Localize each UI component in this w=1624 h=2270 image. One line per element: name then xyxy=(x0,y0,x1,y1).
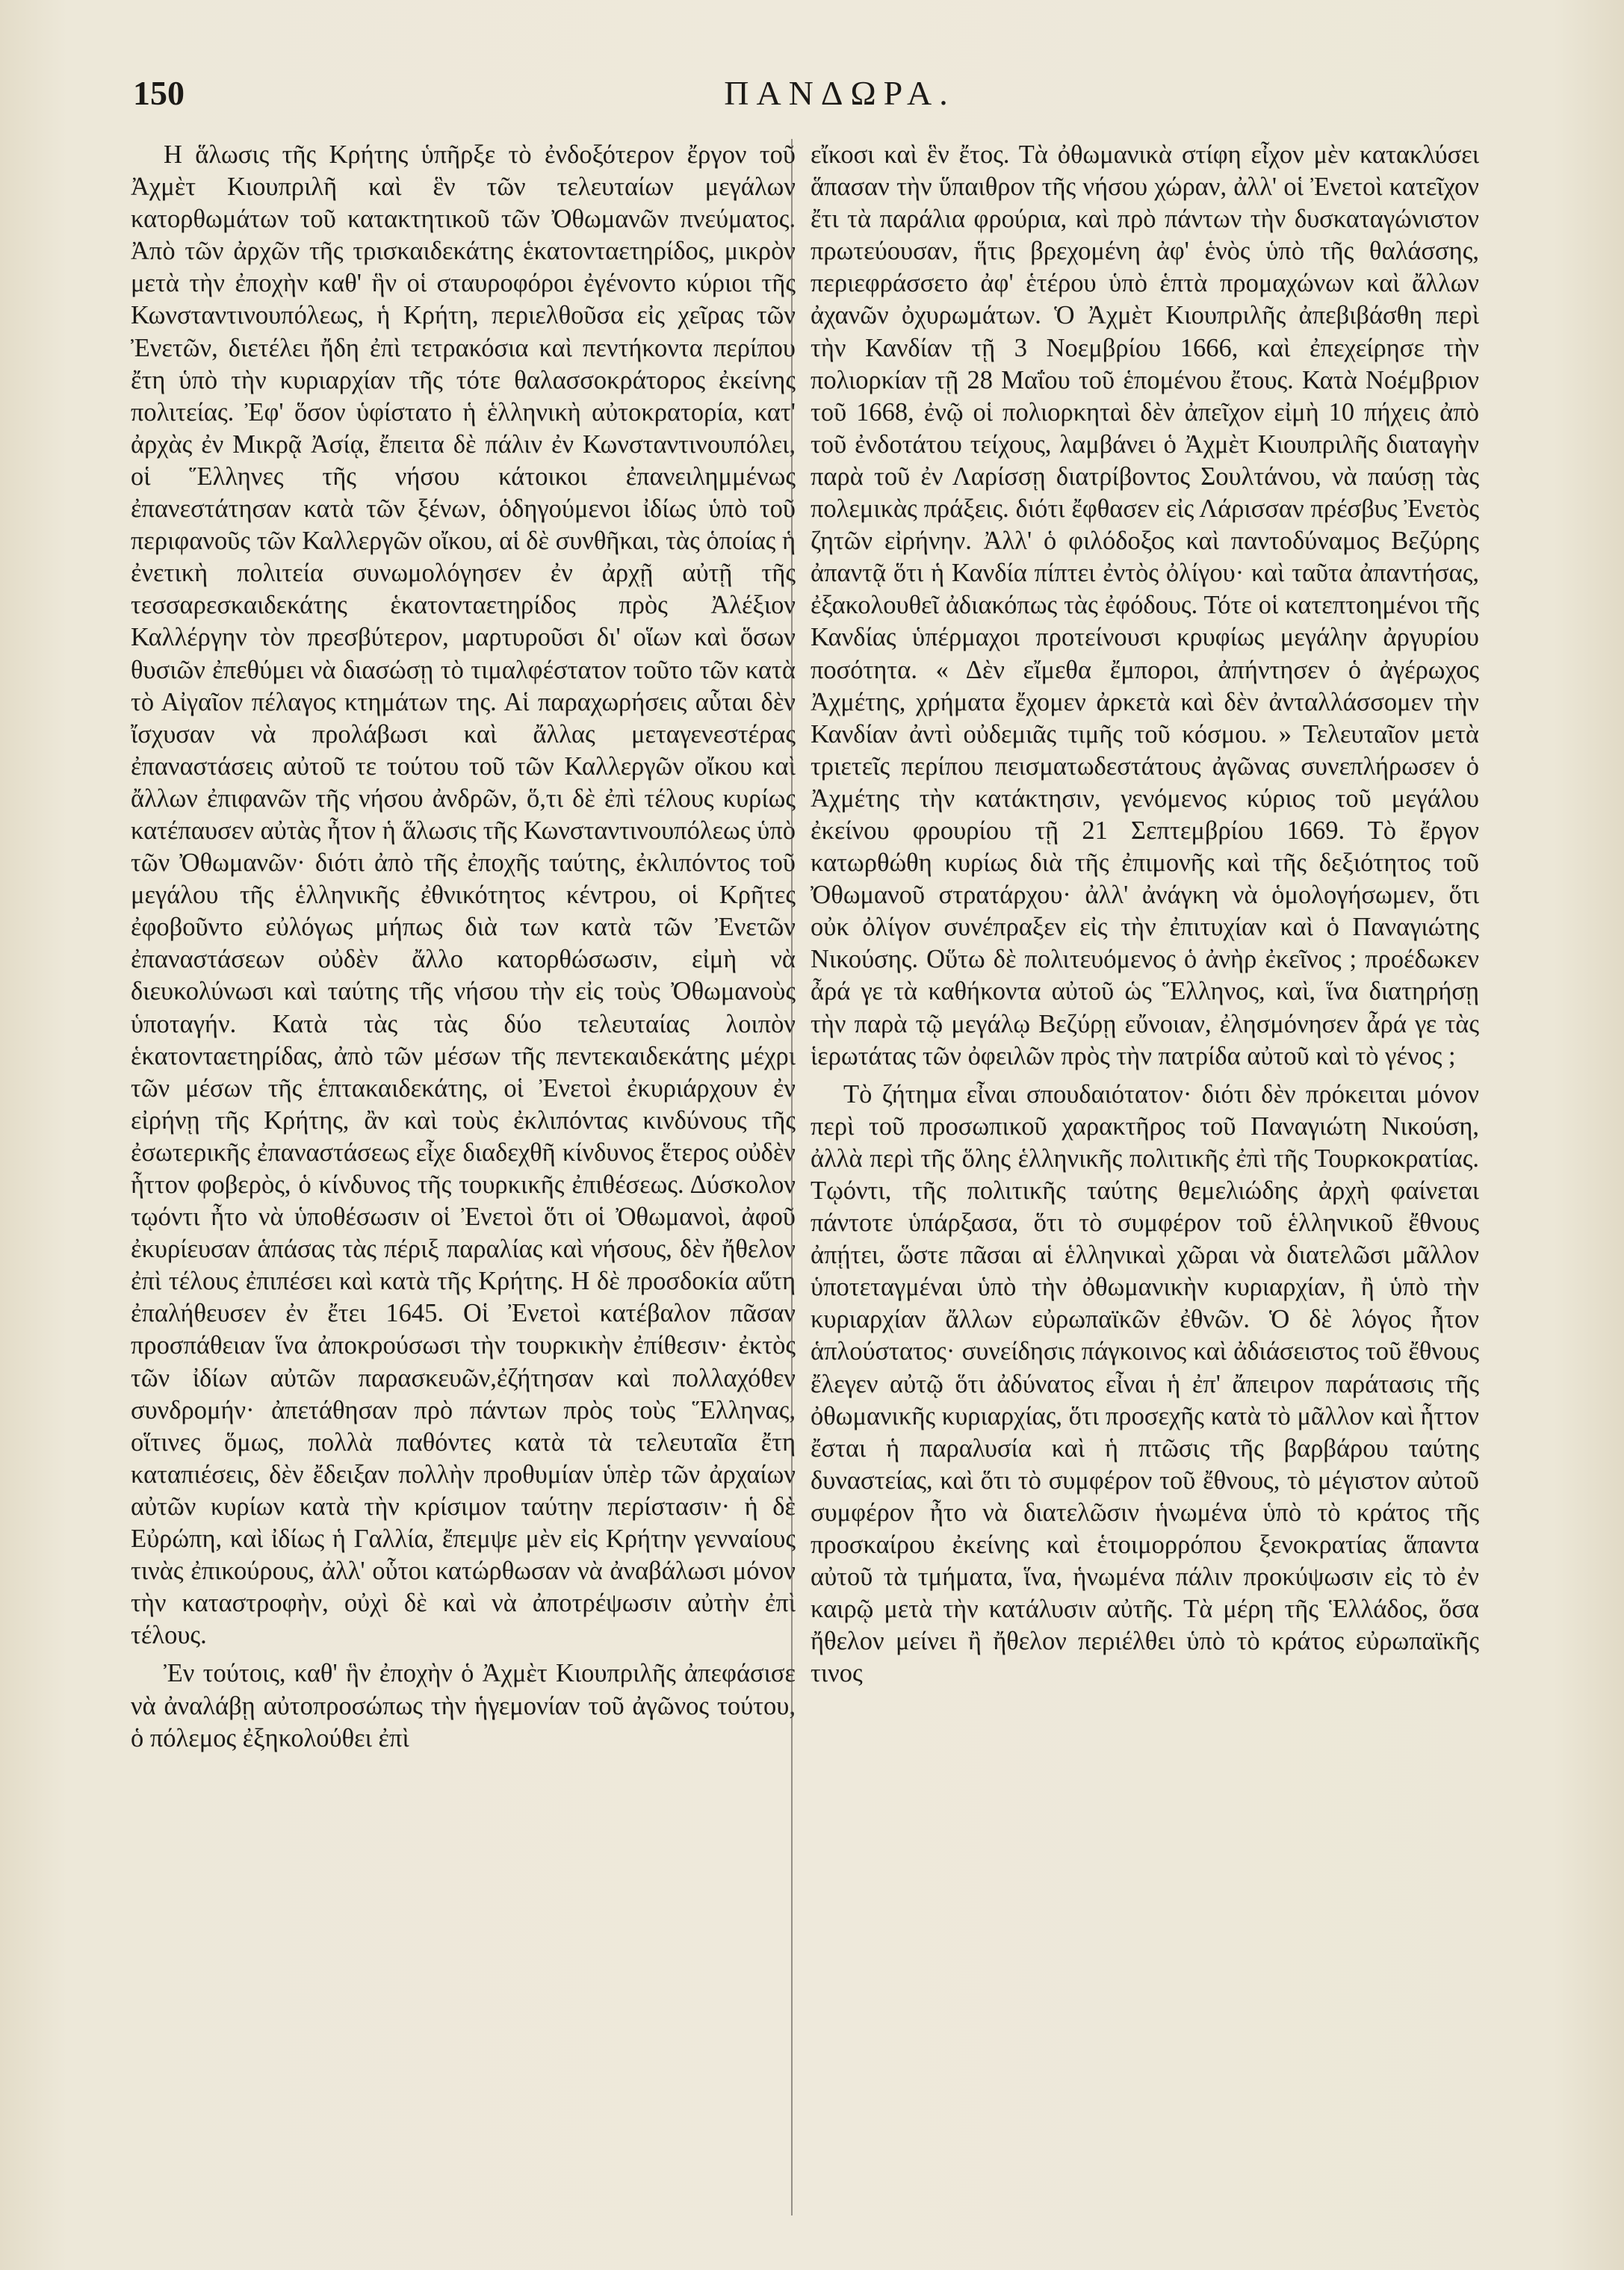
paragraph: Η ἅλωσις τῆς Κρήτης ὑπῆρξε τὸ ἐνδοξότερον ἔργον τοῦ Ἀχμὲτ Κιουπριλῆ καὶ ἓν τῶν τελευταίων μεγάλων κατορθωμάτων τοῦ κατακτητικοῦ τῶν Ὀθωμανῶν πνεύματος. Ἀπὸ τῶν ἀρχῶν τῆς τρισκαιδεκάτης ἑκατονταετηρίδος, μικρὸν μετὰ τὴν ἐποχὴν καθ' ἣν οἱ σταυροφόροι ἐγένοντο κύριοι τῆς Κωνσταντινουπόλεως, ἡ Κρήτη, περιελθοῦσα εἰς χεῖρας τῶν Ἐνετῶν, διετέλει ἤδη ἐπὶ τετρακόσια καὶ πεντήκοντα περίπου ἔτη ὑπὸ τὴν κυριαρχίαν τῆς τότε θαλασσοκράτορος ἐκείνης πολιτείας. Ἐφ' ὅσον ὑφίστατο ἡ ἑλληνικὴ αὐτοκρατορία, κατ' ἀρχὰς ἐν Μικρᾷ Ἀσίᾳ, ἔπειτα δὲ πάλιν ἐν Κωνσταντινουπόλει, οἱ Ἕλληνες τῆς νήσου κάτοικοι ἐπανειλημμένως ἐπανεστάτησαν κατὰ τῶν ξένων, ὁδηγούμενοι ἰδίως ὑπὸ τοῦ περιφανοῦς τῶν Καλλεργῶν οἴκου, αἱ δὲ συνθῆκαι, τὰς ὁποίας ἡ ἐνετικὴ πολιτεία συνωμολόγησεν ἐν ἀρχῇ αὐτῇ τῆς τεσσαρεσκαιδεκάτης ἑκατονταετηρίδος πρὸς Ἀλέξιον Καλλέργην τὸν πρεσβύτερον, μαρτυροῦσι δι' οἵων καὶ ὅσων θυσιῶν ἐπεθύμει νὰ διασώσῃ τὸ τιμαλφέστατον τοῦτο τῶν κατὰ τὸ Αἰγαῖον πέλαγος κτημάτων της. Αἱ παραχωρήσεις αὗται δὲν ἴσχυσαν νὰ προλάβωσι καὶ ἄλλας μεταγενεστέρας ἐπαναστάσεις αὐτοῦ τε τούτου τοῦ τῶν Καλλεργῶν οἴκου καὶ ἄλλων ἐπιφανῶν τῆς νήσου ἀνδρῶν, ὅ,τι δὲ ἐπὶ τέλους κυρίως κατέπαυσεν αὐτὰς ἦτον ἡ ἅλωσις τῆς Κωνσταντινουπόλεως ὑπὸ τῶν Ὀθωμανῶν· διότι ἀπὸ τῆς ἐποχῆς ταύτης, ἐκλιπόντος τοῦ μεγάλου τῆς ἑλληνικῆς ἐθνικότητος κέντρου, οἱ Κρῆτες ἐφοβοῦντο εὐλόγως μήπως διὰ των κατὰ τῶν Ἐνετῶν ἐπαναστάσεων οὐδὲν ἄλλο κατορθώσωσιν, εἰμὴ νὰ διευκολύνωσι καὶ ταύτης τῆς νήσου τὴν εἰς τοὺς Ὀθωμανοὺς ὑποταγήν. Κατὰ τὰς τὰς δύο τελευταίας λοιπὸν ἑκατονταετηρίδας, ἀπὸ τῶν μέσων τῆς πεντεκαιδεκάτης μέχρι τῶν μέσων τῆς ἑπτακαιδεκάτης, οἱ Ἐνετοὶ ἐκυριάρχουν ἐν εἰρήνῃ τῆς Κρήτης, ἂν καὶ τοὺς ἐκλιπόντας κινδύνους τῆς ἐσωτερικῆς ἐπαναστάσεως εἶχε διαδεχθῆ κίνδυνος ἕτερος οὐδὲν ἧττον φοβερὸς, ὁ κίνδυνος τῆς τουρκικῆς ἐπιθέσεως. Δύσκολον τῳόντι ἦτο νὰ ὑποθέσωσιν οἱ Ἐνετοὶ ὅτι οἱ Ὀθωμανοὶ, ἀφοῦ ἐκυρίευσαν ἁπάσας τὰς πέριξ παραλίας καὶ νήσους, δὲν ἤθελον ἐπὶ τέλους ἐπιπέσει καὶ κατὰ τῆς Κρήτης. Η δὲ προσδοκία αὕτη ἐπαλήθευσεν ἐν ἔτει 1645. Οἱ Ἐνετοὶ κατέβαλον πᾶσαν προσπάθειαν ἵνα ἀποκρούσωσι τὴν τουρκικὴν ἐπίθεσιν· ἐκτὸς τῶν ἰδίων αὐτῶν παρασκευῶν,ἐζήτησαν καὶ πολλαχόθεν συνδρομήν· ἀπετάθησαν πρὸ πάντων πρὸς τοὺς Ἕλληνας, οἵτινες ὅμως, πολλὰ παθόντες κατὰ τὰ τελευταῖα ἔτη καταπιέσεις, δὲν ἔδειξαν πολλὴν προθυμίαν ὑπὲρ τῶν ἀρχαίων αὐτῶν κυρίων κατὰ τὴν κρίσιμον ταύτην περίστασιν· ἡ δὲ Εὐρώπη, καὶ ἰδίως ἡ Γαλλία, ἔπεμψε μὲν εἰς Κρήτην γενναίους τινὰς ἐπικούρους, ἀλλ' οὗτοι κατώρθωσαν νὰ ἀναβάλωσι μόνον τὴν καταστροφὴν, οὐχὶ δὲ καὶ νὰ ἀποτρέψωσιν αὐτὴν ἐπὶ τέλους. xyxy=(131,140,796,1650)
page-number: 150 xyxy=(133,74,185,112)
left-column xyxy=(131,139,796,1755)
paragraph: Τὸ ζήτημα εἶναι σπουδαιότατον· διότι δὲν πρόκειται μόνον περὶ τοῦ προσωπικοῦ χαρακτῆρος τοῦ Παναγιώτη Νικούση, ἀλλὰ περὶ τῆς ὅλης ἑλληνικῆς πολιτικῆς ἐπὶ τῆς Τουρκοκρατίας. Τῳόντι, τῆς πολιτικῆς ταύτης θεμελιώδης ἀρχὴ φαίνεται πάντοτε ὑπάρξασα, ὅτι τὸ συμφέρον τοῦ ἑλληνικοῦ ἔθνους ἀπῄτει, ὥστε πᾶσαι αἱ ἑλληνικαὶ χῶραι νὰ διατελῶσι μᾶλλον ὑποτεταγμέναι ὑπὸ τὴν ὀθωμανικὴν κυριαρχίαν, ἢ ὑπὸ τὴν κυριαρχίαν ἄλλων εὐρωπαϊκῶν ἐθνῶν. Ὁ δὲ λόγος ἦτον ἁπλούστατος· συνείδησις πάγκοινος καὶ ἀδιάσειστος τοῦ ἔθνους ἔλεγεν αὐτῷ ὅτι ἀδύνατος εἶναι ἡ ἐπ' ἄπειρον παράτασις τῆς ὀθωμανικῆς κυριαρχίας, ὅτι προσεχῆς κατὰ τὸ μᾶλλον καὶ ἧττον ἔσται ἡ παραλυσία καὶ ἡ πτῶσις τῆς βαρβάρου ταύτης δυναστείας, καὶ ὅτι τὸ συμφέρον τοῦ ἔθνους, τὸ μέγιστον αὐτοῦ συμφέρον ἦτο νὰ διατελῶσιν ἡνωμένα ὑπὸ τὸ κράτος τῆς προσκαίρου ἐκείνης καὶ ἑτοιμορρόπου ξενοκρατίας ἅπαντα αὐτοῦ τὰ τμήματα, ἵνα, ἡνωμένα πάλιν προκύψωσιν εἰς τὸ ἐν καιρῷ μετὰ τὴν κατάλυσιν αὐτῆς. Τὰ μέρη τῆς Ἑλλάδος, ὅσα ἤθελον μείνει ἢ ἤθελον περιέλθει ὑπὸ τὸ κράτος εὐρωπαϊκῆς τινος xyxy=(811,1079,1479,1688)
column-divider xyxy=(791,139,793,2215)
running-title: ΠΑΝΔΩΡΑ. xyxy=(724,74,955,112)
paragraph: εἴκοσι καὶ ἓν ἔτος. Τὰ ὀθωμανικὰ στίφη εἶχον μὲν κατακλύσει ἅπασαν τὴν ὕπαιθρον τῆς νήσου χώραν, ἀλλ' οἱ Ἐνετοὶ κατεῖχον ἔτι τὰ παράλια φρούρια, καὶ πρὸ πάντων τὴν δυσκαταγώνιστον πρωτεύουσαν, ἥτις βρεχομένη ἀφ' ἑνὸς ὑπὸ τῆς θαλάσσης, περιεφράσσετο ἀφ' ἑτέρου ὑπὸ ἑπτὰ προμαχώνων καὶ ἄλλων ἀχανῶν ὀχυρωμάτων. Ὁ Ἀχμὲτ Κιουπριλῆς ἀπεβιβάσθη περὶ τὴν Κανδίαν τῇ 3 Νοεμβρίου 1666, καὶ ἐπεχείρησε τὴν πολιορκίαν τῇ 28 Μαΐου τοῦ ἑπομένου ἔτους. Κατὰ Νοέμβριον τοῦ 1668, ἐνῷ οἱ πολιορκηταὶ δὲν ἀπεῖχον εἰμὴ 10 πήχεις ἀπὸ τοῦ ἐνδοτάτου τείχους, λαμβάνει ὁ Ἀχμὲτ Κιουπριλῆς διαταγὴν παρὰ τοῦ ἐν Λαρίσσῃ διατρίβοντος Σουλτάνου, νὰ παύσῃ τὰς πολεμικὰς πράξεις. διότι ἔφθασεν εἰς Λάρισσαν πρέσβυς Ἐνετὸς ζητῶν εἰρήνην. Ἀλλ' ὁ φιλόδοξος καὶ παντοδύναμος Βεζύρης ἀπαντᾷ ὅτι ἡ Κανδία πίπτει ἐντὸς ὀλίγου· καὶ ταῦτα ἀπαντήσας, ἐξακολουθεῖ ἀδιακόπως τὰς ἐφόδους. Τότε οἱ κατεπτοημένοι τῆς Κανδίας ὑπέρμαχοι προτείνουσι κρυφίως μεγάλην ἀργυρίου ποσότητα. « Δὲν εἴμεθα ἔμποροι, ἀπήντησεν ὁ ἀγέρωχος Ἀχμέτης, χρήματα ἔχομεν ἀρκετὰ καὶ δὲν ἀνταλλάσσομεν τὴν Κανδίαν ἀντὶ οὐδεμιᾶς τιμῆς τοῦ κόσμου. » Τελευταῖον μετὰ τριετεῖς περίπου πεισματωδεστάτους ἀγῶνας συνεπλήρωσεν ὁ Ἀχμέτης τὴν κατάκτησιν, γενόμενος κύριος τοῦ μεγάλου ἐκείνου φρουρίου τῇ 21 Σεπτεμβρίου 1669. Τὸ ἔργον κατωρθώθη κυρίως διὰ τῆς ἐπιμονῆς καὶ τῆς δεξιότητος τοῦ Ὀθωμανοῦ στρατάρχου· ἀλλ' ἀνάγκη νὰ ὁμολογήσωμεν, ὅτι οὐκ ὀλίγον συνέπραξεν εἰς τὴν ἐπιτυχίαν καὶ ὁ Παναγιώτης Νικούσης. Οὕτω δὲ πολιτευόμενος ὁ ἀνὴρ ἐκεῖνος ; προέδωκεν ἆρά γε τὰ καθήκοντα αὐτοῦ ὡς Ἕλληνος, καὶ, ἵνα διατηρήσῃ τὴν παρὰ τῷ μεγάλῳ Βεζύρῃ εὔνοιαν, ἐλησμόνησεν ἆρά γε τὰς ἱερωτάτας τῶν ὀφειλῶν πρὸς τὴν πατρίδα αὐτοῦ καὶ τὸ γένος ; xyxy=(811,140,1479,1070)
right-column xyxy=(811,139,1479,1690)
page-header xyxy=(133,73,1546,125)
paragraph: Ἐν τούτοις, καθ' ἣν ἐποχὴν ὁ Ἀχμὲτ Κιουπριλῆς ἀπεφάσισε νὰ ἀναλάβῃ αὐτοπροσώπως τὴν ἡγεμονίαν τοῦ ἀγῶνος τούτου, ὁ πόλεμος ἐξηκολούθει ἐπὶ xyxy=(131,1659,796,1752)
